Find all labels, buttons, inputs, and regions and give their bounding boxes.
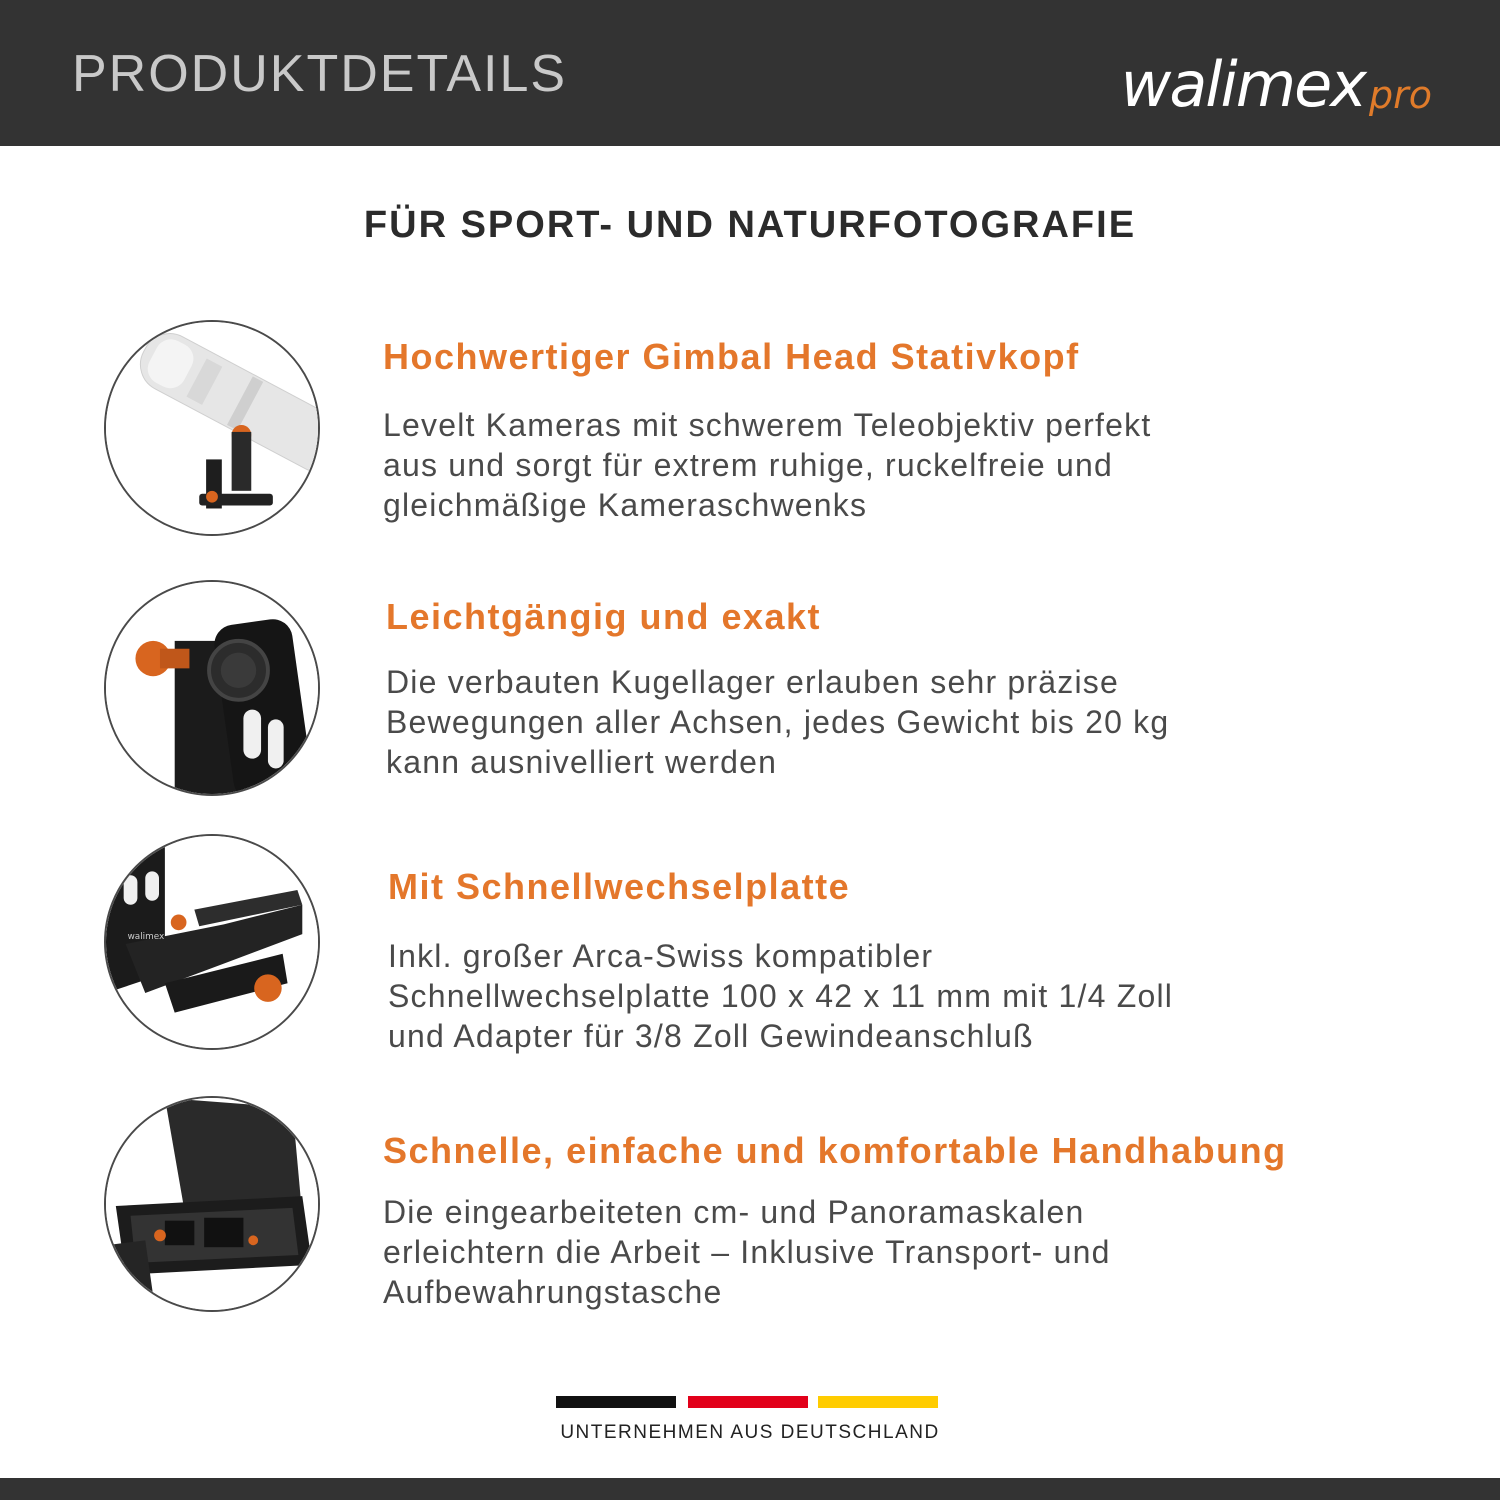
feature-description [383,405,1383,525]
feature-line: Inkl. großer Arca-Swiss kompatibler [388,938,934,974]
feature-line: Levelt Kameras mit schwerem Teleobjektiv perfekt [383,407,1152,443]
feature-line: Aufbewahrungstasche [383,1274,723,1310]
feature-line: erleichtern die Arbeit – Inklusive Transport- und [383,1234,1111,1270]
feature-line: Die eingearbeiteten cm- und Panoramaskalen [383,1194,1085,1230]
company-origin-caption: UNTERNEHMEN AUS DEUTSCHLAND [560,1422,940,1443]
ball-bearing-image [104,580,320,796]
feature-title: Hochwertiger Gimbal Head Stativkopf [383,336,1080,377]
feature-line: und Adapter für 3/8 Zoll Gewindeanschluß [388,1018,1034,1054]
flag-stripe-black [556,1396,676,1408]
feature-description [383,1192,1383,1312]
logo-main-text: walimex [1120,48,1365,121]
feature-line: Die verbauten Kugellager erlauben sehr präzise [386,664,1119,700]
feature-description [388,936,1388,1056]
page-title: PRODUKTDETAILS [72,45,568,103]
feature-line: Schnellwechselplatte 100 x 42 x 11 mm mit 1/4 Zoll [388,978,1174,1014]
flag-stripe-gold [818,1396,938,1408]
svg-text:walimex: walimex [127,932,165,943]
footer-bar [0,1478,1500,1500]
section-heading: FÜR SPORT- UND NATURFOTOGRAFIE [363,204,1137,246]
flag-stripe-red [688,1396,808,1408]
feature-title: Mit Schnellwechselplatte [388,866,851,907]
feature-description [386,662,1386,782]
logo-sub-text: pro [1369,73,1432,117]
gimbal-head-image [104,320,320,536]
feature-title: Schnelle, einfache und komfortable Handhabung [383,1130,1287,1171]
feature-line: kann ausnivelliert werden [386,744,778,780]
feature-line: aus und sorgt für extrem ruhige, ruckelfreie und [383,447,1113,483]
feature-line: gleichmäßige Kameraschwenks [383,487,868,523]
transport-bag-image [104,1096,320,1312]
feature-line: Bewegungen aller Achsen, jedes Gewicht bis 20 kg [386,704,1170,740]
header-bar [0,0,1500,146]
quick-release-plate-image [104,834,320,1050]
walimex-pro-logo [1120,36,1432,121]
feature-title: Leichtgängig und exakt [386,596,822,637]
